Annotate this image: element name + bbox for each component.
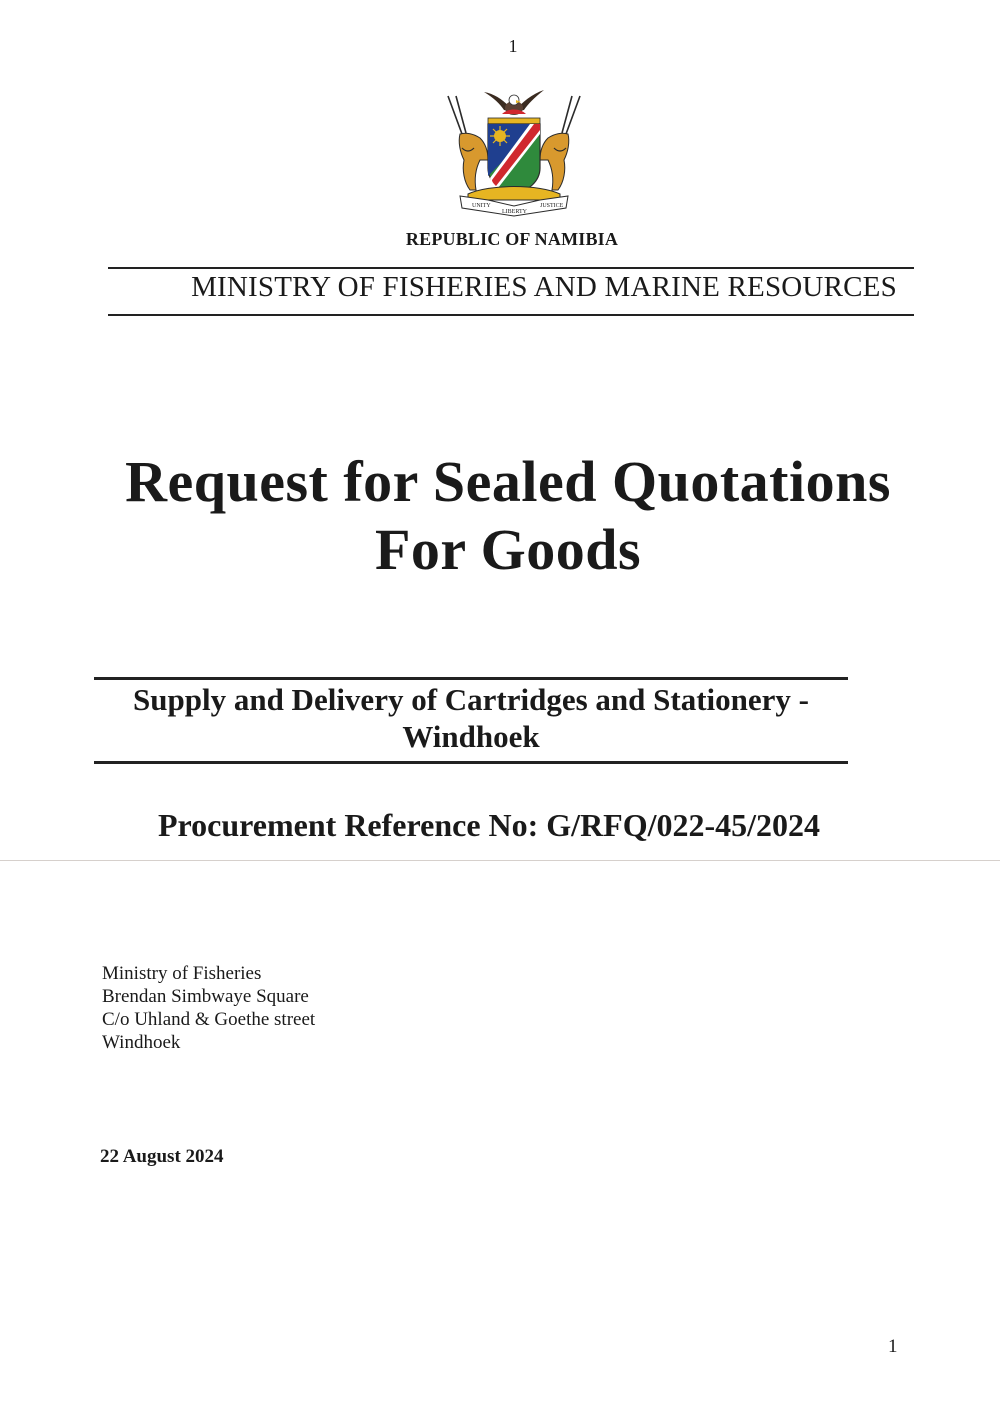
address-block — [102, 962, 315, 1054]
subject-line-1: Supply and Delivery of Cartridges and Stationery - — [133, 682, 809, 717]
scan-fold-line — [0, 860, 1000, 861]
address-line-1: Ministry of Fisheries — [102, 963, 262, 984]
page-number-bottom: 1 — [888, 1336, 898, 1357]
document-title — [0, 448, 1000, 584]
subject-line-2: Windhoek — [402, 719, 540, 754]
ministry-heading: MINISTRY OF FISHERIES AND MARINE RESOURCES — [191, 271, 897, 303]
address-line-3: C/o Uhland & Goethe street — [102, 1009, 316, 1030]
motto-justice: JUSTICE — [540, 203, 564, 209]
namibia-coat-of-arms-icon — [440, 78, 588, 218]
republic-heading: REPUBLIC OF NAMIBIA — [405, 229, 619, 249]
title-line-2: For Goods — [374, 517, 642, 582]
motto-liberty: LIBERTY — [502, 209, 527, 215]
subject-heading — [98, 681, 844, 755]
motto-unity: UNITY — [472, 203, 491, 209]
page-number-top: 1 — [508, 36, 518, 56]
ministry-top-rule — [108, 267, 914, 269]
subject-top-rule — [94, 677, 848, 680]
address-line-4: Windhoek — [102, 1032, 181, 1053]
procurement-reference: Procurement Reference No: G/RFQ/022-45/2024 — [158, 807, 821, 843]
address-line-2: Brendan Simbwaye Square — [102, 986, 309, 1007]
ministry-bottom-rule — [108, 314, 914, 316]
title-line-1: Request for Sealed Quotations — [125, 449, 891, 514]
document-date: 22 August 2024 — [100, 1146, 224, 1167]
subject-bottom-rule — [94, 761, 848, 764]
